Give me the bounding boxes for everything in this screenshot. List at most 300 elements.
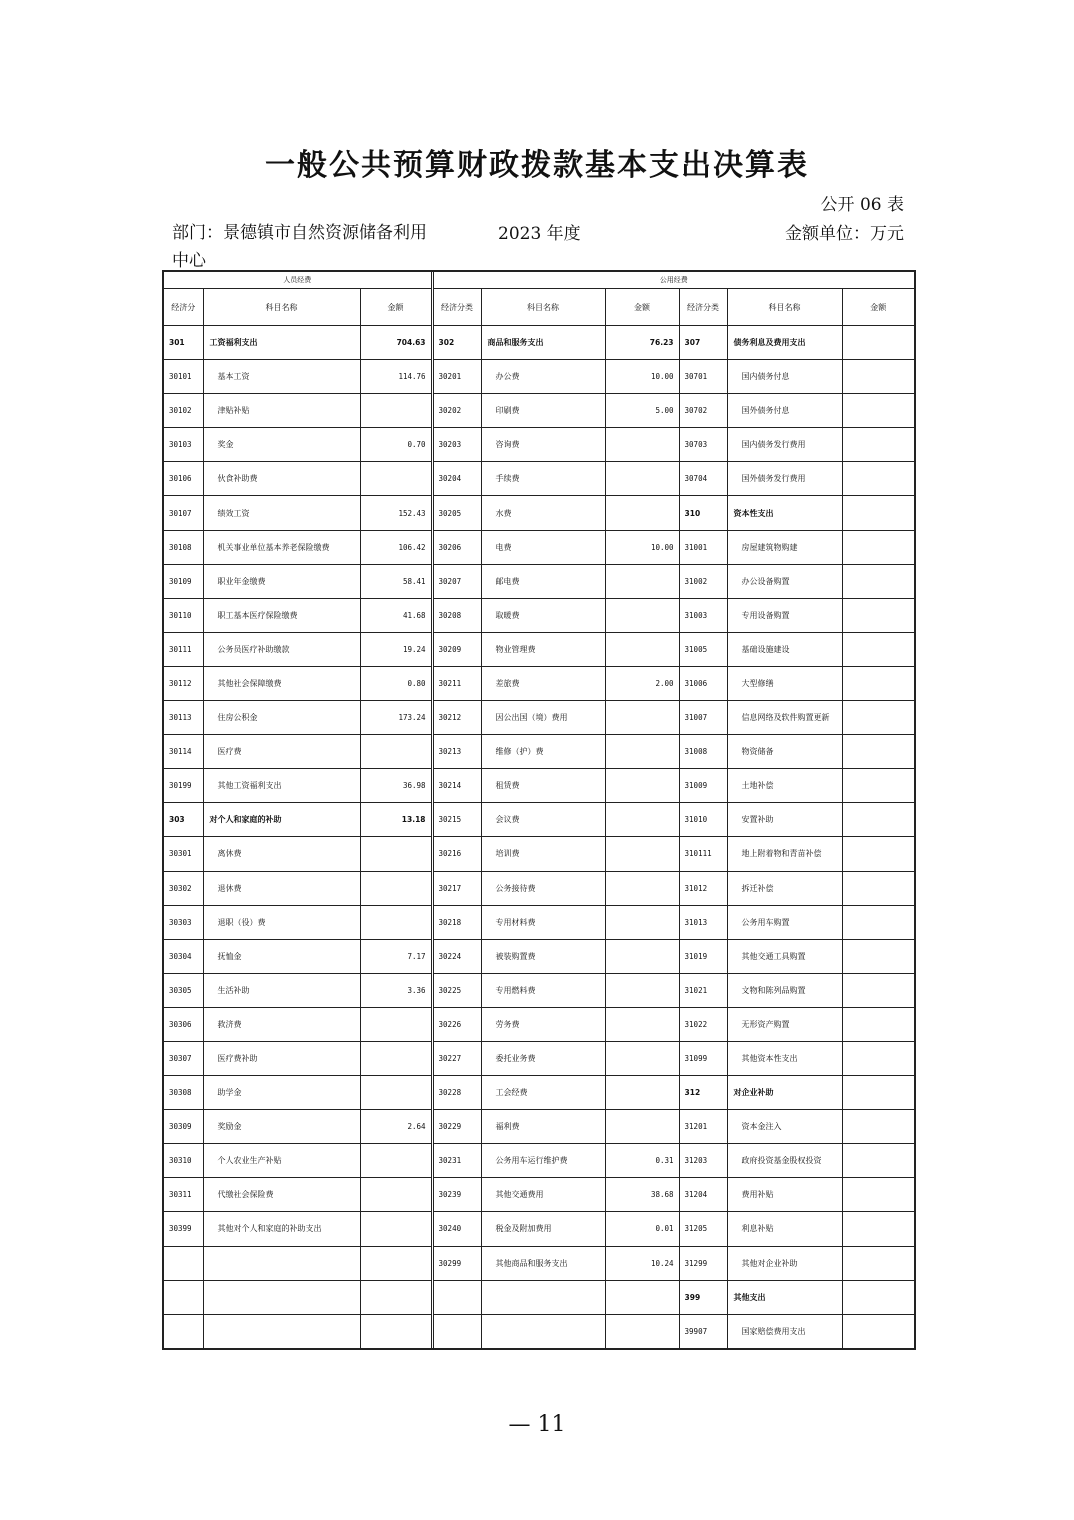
c3-code-cell: 31009	[679, 769, 727, 803]
c3-code-cell: 30703	[679, 428, 727, 462]
c3-name-cell: 债务利息及费用支出	[727, 326, 842, 360]
c3-code-cell: 31204	[679, 1178, 727, 1212]
c1-amount-cell: 58.41	[360, 564, 431, 598]
c3-amount-cell	[842, 326, 915, 360]
c1-code-cell: 30199	[163, 769, 203, 803]
c2-amount-cell	[605, 428, 679, 462]
c3-name-cell: 利息补贴	[727, 1212, 842, 1246]
table-row	[163, 598, 915, 632]
c3-name-cell: 专用设备购置	[727, 598, 842, 632]
c1-amount-cell	[360, 837, 431, 871]
c1-name-cell: 救济费	[203, 1007, 360, 1041]
table-row	[163, 871, 915, 905]
c3-name-cell: 安置补助	[727, 803, 842, 837]
table-row	[163, 1110, 915, 1144]
c3-code-cell: 31205	[679, 1212, 727, 1246]
c1-name-cell: 医疗费	[203, 735, 360, 769]
c3-code-cell: 31203	[679, 1144, 727, 1178]
c2-name-cell: 取暖费	[481, 598, 605, 632]
fiscal-year: 2023 年度	[498, 224, 581, 244]
table-row	[163, 735, 915, 769]
c3-code-cell: 30701	[679, 360, 727, 394]
c2-name-cell: 公务用车运行维护费	[481, 1144, 605, 1178]
header-name: 科目名称	[727, 289, 842, 326]
c3-name-cell: 信息网络及软件购置更新	[727, 701, 842, 735]
c2-amount-cell	[605, 905, 679, 939]
c1-code-cell	[163, 1314, 203, 1349]
c1-amount-cell	[360, 1178, 431, 1212]
c3-amount-cell	[842, 564, 915, 598]
c1-amount-cell: 13.18	[360, 803, 431, 837]
table-row	[163, 1144, 915, 1178]
c1-code-cell: 30103	[163, 428, 203, 462]
c1-name-cell	[203, 1246, 360, 1280]
c3-code-cell: 30704	[679, 462, 727, 496]
c3-amount-cell	[842, 1212, 915, 1246]
c2-code-cell: 30212	[433, 701, 481, 735]
c1-amount-cell	[360, 1076, 431, 1110]
c2-name-cell: 水费	[481, 496, 605, 530]
amount-unit: 金额单位：万元	[785, 224, 904, 244]
c2-code-cell: 30226	[433, 1007, 481, 1041]
c2-code-cell: 30207	[433, 564, 481, 598]
table-row	[163, 769, 915, 803]
c3-code-cell: 31005	[679, 632, 727, 666]
c1-name-cell	[203, 1314, 360, 1349]
c1-amount-cell	[360, 735, 431, 769]
c1-code-cell: 30109	[163, 564, 203, 598]
c3-name-cell: 地上附着物和青苗补偿	[727, 837, 842, 871]
c1-name-cell: 个人农业生产补贴	[203, 1144, 360, 1178]
c2-amount-cell	[605, 973, 679, 1007]
table-row	[163, 1178, 915, 1212]
c3-name-cell: 其他支出	[727, 1280, 842, 1314]
c1-code-cell: 30101	[163, 360, 203, 394]
c3-amount-cell	[842, 701, 915, 735]
c2-code-cell: 30225	[433, 973, 481, 1007]
c2-name-cell: 租赁费	[481, 769, 605, 803]
header-code: 经济分类	[679, 289, 727, 326]
c3-amount-cell	[842, 1110, 915, 1144]
c3-name-cell: 国外债务发行费用	[727, 462, 842, 496]
c2-code-cell: 30216	[433, 837, 481, 871]
c1-code-cell: 30306	[163, 1007, 203, 1041]
c3-name-cell: 费用补贴	[727, 1178, 842, 1212]
c1-name-cell: 奖励金	[203, 1110, 360, 1144]
table-row	[163, 632, 915, 666]
c3-amount-cell	[842, 666, 915, 700]
c3-name-cell: 资本金注入	[727, 1110, 842, 1144]
c2-amount-cell: 38.68	[605, 1178, 679, 1212]
c1-amount-cell	[360, 871, 431, 905]
c3-amount-cell	[842, 394, 915, 428]
c2-amount-cell: 76.23	[605, 326, 679, 360]
c2-code-cell: 30206	[433, 530, 481, 564]
c3-code-cell: 312	[679, 1076, 727, 1110]
c3-code-cell: 31012	[679, 871, 727, 905]
c1-code-cell: 303	[163, 803, 203, 837]
c2-name-cell: 培训费	[481, 837, 605, 871]
table-row	[163, 360, 915, 394]
c3-name-cell: 政府投资基金股权投资	[727, 1144, 842, 1178]
c2-amount-cell	[605, 701, 679, 735]
c3-name-cell: 无形资产购置	[727, 1007, 842, 1041]
c1-code-cell: 30301	[163, 837, 203, 871]
c2-name-cell: 商品和服务支出	[481, 326, 605, 360]
c2-name-cell: 因公出国（境）费用	[481, 701, 605, 735]
c1-name-cell: 伙食补助费	[203, 462, 360, 496]
c2-amount-cell	[605, 871, 679, 905]
c3-name-cell: 文物和陈列品购置	[727, 973, 842, 1007]
c3-amount-cell	[842, 1314, 915, 1349]
c1-code-cell: 30112	[163, 666, 203, 700]
c2-amount-cell: 10.00	[605, 530, 679, 564]
c3-code-cell: 30702	[679, 394, 727, 428]
c2-amount-cell: 0.01	[605, 1212, 679, 1246]
c3-code-cell: 31299	[679, 1246, 727, 1280]
c3-name-cell: 办公设备购置	[727, 564, 842, 598]
header-amount: 金额	[605, 289, 679, 326]
c2-name-cell: 电费	[481, 530, 605, 564]
c3-amount-cell	[842, 462, 915, 496]
c2-code-cell: 30205	[433, 496, 481, 530]
c2-amount-cell	[605, 598, 679, 632]
c1-code-cell: 30305	[163, 973, 203, 1007]
c1-name-cell: 其他对个人和家庭的补助支出	[203, 1212, 360, 1246]
c2-amount-cell: 0.31	[605, 1144, 679, 1178]
c3-code-cell: 31022	[679, 1007, 727, 1041]
c3-name-cell: 资本性支出	[727, 496, 842, 530]
form-number: 公开 06 表	[820, 195, 904, 215]
c2-amount-cell	[605, 496, 679, 530]
c1-amount-cell	[360, 394, 431, 428]
c3-name-cell: 大型修缮	[727, 666, 842, 700]
c1-code-cell	[163, 1280, 203, 1314]
header-amount: 金额	[842, 289, 915, 326]
c2-code-cell: 30218	[433, 905, 481, 939]
c1-name-cell: 医疗费补助	[203, 1041, 360, 1075]
header-name: 科目名称	[203, 289, 360, 326]
c2-code-cell: 30208	[433, 598, 481, 632]
c1-name-cell: 代缴社会保险费	[203, 1178, 360, 1212]
c2-amount-cell	[605, 1314, 679, 1349]
c2-amount-cell	[605, 939, 679, 973]
c2-code-cell: 30229	[433, 1110, 481, 1144]
c3-amount-cell	[842, 1144, 915, 1178]
c2-name-cell: 手续费	[481, 462, 605, 496]
table-row	[163, 496, 915, 530]
c2-name-cell: 税金及附加费用	[481, 1212, 605, 1246]
c3-amount-cell	[842, 1076, 915, 1110]
c3-amount-cell	[842, 428, 915, 462]
c3-code-cell: 39907	[679, 1314, 727, 1349]
table-row	[163, 1041, 915, 1075]
c1-name-cell: 基本工资	[203, 360, 360, 394]
c3-code-cell: 310	[679, 496, 727, 530]
c3-code-cell: 31007	[679, 701, 727, 735]
group-header-row	[163, 271, 915, 289]
c1-amount-cell	[360, 1314, 431, 1349]
c2-code-cell	[433, 1280, 481, 1314]
c2-code-cell: 30299	[433, 1246, 481, 1280]
c1-amount-cell	[360, 1280, 431, 1314]
c3-amount-cell	[842, 735, 915, 769]
c1-name-cell: 退休费	[203, 871, 360, 905]
c3-amount-cell	[842, 803, 915, 837]
c2-name-cell: 工会经费	[481, 1076, 605, 1110]
c1-amount-cell: 173.24	[360, 701, 431, 735]
c2-code-cell: 30203	[433, 428, 481, 462]
c1-amount-cell: 704.63	[360, 326, 431, 360]
c3-amount-cell	[842, 598, 915, 632]
c2-amount-cell	[605, 462, 679, 496]
c2-amount-cell	[605, 564, 679, 598]
c2-name-cell: 差旅费	[481, 666, 605, 700]
table-row	[163, 837, 915, 871]
c3-name-cell: 公务用车购置	[727, 905, 842, 939]
c2-code-cell: 30209	[433, 632, 481, 666]
c2-code-cell: 30227	[433, 1041, 481, 1075]
c2-name-cell: 其他交通费用	[481, 1178, 605, 1212]
c3-amount-cell	[842, 632, 915, 666]
header-name: 科目名称	[481, 289, 605, 326]
header-code: 经济分类	[433, 289, 481, 326]
c3-amount-cell	[842, 769, 915, 803]
page-number: — 11	[508, 1412, 566, 1437]
table-row	[163, 1246, 915, 1280]
table-row	[163, 1007, 915, 1041]
c3-amount-cell	[842, 1178, 915, 1212]
c3-code-cell: 31003	[679, 598, 727, 632]
c1-code-cell: 30399	[163, 1212, 203, 1246]
c1-code-cell: 30114	[163, 735, 203, 769]
c1-amount-cell: 0.70	[360, 428, 431, 462]
table-row	[163, 394, 915, 428]
c2-name-cell: 咨询费	[481, 428, 605, 462]
c3-code-cell: 307	[679, 326, 727, 360]
c2-name-cell: 印刷费	[481, 394, 605, 428]
c1-amount-cell: 114.76	[360, 360, 431, 394]
c3-code-cell: 31010	[679, 803, 727, 837]
c1-name-cell: 职业年金缴费	[203, 564, 360, 598]
c1-amount-cell: 41.68	[360, 598, 431, 632]
c2-name-cell: 专用材料费	[481, 905, 605, 939]
page-title: 一般公共预算财政拨款基本支出决算表	[265, 148, 809, 183]
c1-amount-cell: 2.64	[360, 1110, 431, 1144]
c3-amount-cell	[842, 973, 915, 1007]
c2-name-cell	[481, 1280, 605, 1314]
c2-amount-cell	[605, 1076, 679, 1110]
c1-amount-cell	[360, 1212, 431, 1246]
header-code: 经济分	[163, 289, 203, 326]
c3-name-cell: 基础设施建设	[727, 632, 842, 666]
c2-amount-cell	[605, 1280, 679, 1314]
c1-name-cell: 机关事业单位基本养老保险缴费	[203, 530, 360, 564]
c3-amount-cell	[842, 837, 915, 871]
c2-amount-cell	[605, 735, 679, 769]
c2-amount-cell	[605, 837, 679, 871]
c2-code-cell: 30240	[433, 1212, 481, 1246]
c2-code-cell: 30228	[433, 1076, 481, 1110]
c3-amount-cell	[842, 360, 915, 394]
c3-name-cell: 拆迁补偿	[727, 871, 842, 905]
group-public: 公用经费	[433, 271, 915, 289]
c1-code-cell: 30307	[163, 1041, 203, 1075]
c2-code-cell: 30204	[433, 462, 481, 496]
c2-name-cell: 委托业务费	[481, 1041, 605, 1075]
c1-name-cell: 其他社会保障缴费	[203, 666, 360, 700]
table-row	[163, 1212, 915, 1246]
c2-name-cell: 物业管理费	[481, 632, 605, 666]
c2-code-cell: 30231	[433, 1144, 481, 1178]
c2-code-cell: 30217	[433, 871, 481, 905]
c1-name-cell: 抚恤金	[203, 939, 360, 973]
table-row	[163, 973, 915, 1007]
column-header-row	[163, 289, 915, 326]
c3-name-cell: 国外债务付息	[727, 394, 842, 428]
c3-amount-cell	[842, 905, 915, 939]
c3-name-cell: 国内债务付息	[727, 360, 842, 394]
c1-name-cell: 对个人和家庭的补助	[203, 803, 360, 837]
c3-name-cell: 房屋建筑物购建	[727, 530, 842, 564]
c2-code-cell	[433, 1314, 481, 1349]
c3-amount-cell	[842, 871, 915, 905]
c2-name-cell: 会议费	[481, 803, 605, 837]
c3-amount-cell	[842, 496, 915, 530]
c3-name-cell: 土地补偿	[727, 769, 842, 803]
c2-code-cell: 30202	[433, 394, 481, 428]
c1-name-cell: 住房公积金	[203, 701, 360, 735]
c2-name-cell: 专用燃料费	[481, 973, 605, 1007]
c1-code-cell: 30110	[163, 598, 203, 632]
c2-code-cell: 30214	[433, 769, 481, 803]
c3-code-cell: 31013	[679, 905, 727, 939]
table-row	[163, 939, 915, 973]
c3-code-cell: 310111	[679, 837, 727, 871]
c1-amount-cell: 3.36	[360, 973, 431, 1007]
c3-code-cell: 399	[679, 1280, 727, 1314]
c1-code-cell: 30309	[163, 1110, 203, 1144]
c1-code-cell: 30102	[163, 394, 203, 428]
c3-name-cell: 对企业补助	[727, 1076, 842, 1110]
c2-amount-cell	[605, 769, 679, 803]
c1-code-cell	[163, 1246, 203, 1280]
c1-amount-cell: 36.98	[360, 769, 431, 803]
c1-name-cell: 退职（役）费	[203, 905, 360, 939]
c3-code-cell: 31008	[679, 735, 727, 769]
c1-amount-cell: 106.42	[360, 530, 431, 564]
c1-code-cell: 30304	[163, 939, 203, 973]
c2-amount-cell	[605, 803, 679, 837]
c3-code-cell: 31001	[679, 530, 727, 564]
c1-name-cell: 公务员医疗补助缴款	[203, 632, 360, 666]
c2-code-cell: 30201	[433, 360, 481, 394]
c1-name-cell: 生活补助	[203, 973, 360, 1007]
table-row	[163, 1280, 915, 1314]
c1-code-cell: 30106	[163, 462, 203, 496]
c2-code-cell: 30213	[433, 735, 481, 769]
c2-name-cell	[481, 1314, 605, 1349]
c1-amount-cell: 0.80	[360, 666, 431, 700]
group-personnel: 人员经费	[163, 271, 431, 289]
c3-name-cell: 其他交通工具购置	[727, 939, 842, 973]
c3-name-cell: 其他对企业补助	[727, 1246, 842, 1280]
c1-amount-cell	[360, 1041, 431, 1075]
c1-amount-cell	[360, 1144, 431, 1178]
c2-amount-cell: 2.00	[605, 666, 679, 700]
c2-amount-cell	[605, 1110, 679, 1144]
table-row	[163, 462, 915, 496]
c2-name-cell: 其他商品和服务支出	[481, 1246, 605, 1280]
table-row	[163, 905, 915, 939]
c1-code-cell: 30303	[163, 905, 203, 939]
c3-amount-cell	[842, 939, 915, 973]
c1-code-cell: 30108	[163, 530, 203, 564]
c1-amount-cell: 7.17	[360, 939, 431, 973]
c1-amount-cell	[360, 1246, 431, 1280]
c1-amount-cell: 152.43	[360, 496, 431, 530]
c1-code-cell: 30310	[163, 1144, 203, 1178]
c1-amount-cell	[360, 905, 431, 939]
c3-amount-cell	[842, 1280, 915, 1314]
c1-amount-cell	[360, 462, 431, 496]
table-row	[163, 666, 915, 700]
c1-name-cell	[203, 1280, 360, 1314]
c1-name-cell: 绩效工资	[203, 496, 360, 530]
c2-name-cell: 被装购置费	[481, 939, 605, 973]
c1-code-cell: 30107	[163, 496, 203, 530]
c1-amount-cell: 19.24	[360, 632, 431, 666]
c1-code-cell: 30113	[163, 701, 203, 735]
header-amount: 金额	[360, 289, 431, 326]
c2-name-cell: 维修（护）费	[481, 735, 605, 769]
c3-amount-cell	[842, 1007, 915, 1041]
c2-amount-cell	[605, 1041, 679, 1075]
c3-amount-cell	[842, 1041, 915, 1075]
table-row	[163, 1314, 915, 1349]
c1-code-cell: 30311	[163, 1178, 203, 1212]
c1-name-cell: 工资福利支出	[203, 326, 360, 360]
c3-amount-cell	[842, 1246, 915, 1280]
department-label: 部门：景德镇市自然资源储备利用中心	[172, 223, 427, 271]
table-row	[163, 326, 915, 360]
c3-code-cell: 31201	[679, 1110, 727, 1144]
c3-code-cell: 31099	[679, 1041, 727, 1075]
c1-code-cell: 30302	[163, 871, 203, 905]
c2-code-cell: 30211	[433, 666, 481, 700]
table-row	[163, 428, 915, 462]
c2-amount-cell: 10.24	[605, 1246, 679, 1280]
c3-code-cell: 31021	[679, 973, 727, 1007]
c3-name-cell: 物资储备	[727, 735, 842, 769]
c2-code-cell: 30215	[433, 803, 481, 837]
c3-code-cell: 31006	[679, 666, 727, 700]
c3-name-cell: 国内债务发行费用	[727, 428, 842, 462]
table-row	[163, 530, 915, 564]
c2-code-cell: 302	[433, 326, 481, 360]
c2-name-cell: 邮电费	[481, 564, 605, 598]
c1-name-cell: 职工基本医疗保险缴费	[203, 598, 360, 632]
c1-name-cell: 其他工资福利支出	[203, 769, 360, 803]
c1-name-cell: 离休费	[203, 837, 360, 871]
c2-name-cell: 劳务费	[481, 1007, 605, 1041]
c1-code-cell: 301	[163, 326, 203, 360]
c2-amount-cell	[605, 632, 679, 666]
c1-code-cell: 30111	[163, 632, 203, 666]
table-row	[163, 564, 915, 598]
c2-amount-cell: 5.00	[605, 394, 679, 428]
table-row	[163, 803, 915, 837]
